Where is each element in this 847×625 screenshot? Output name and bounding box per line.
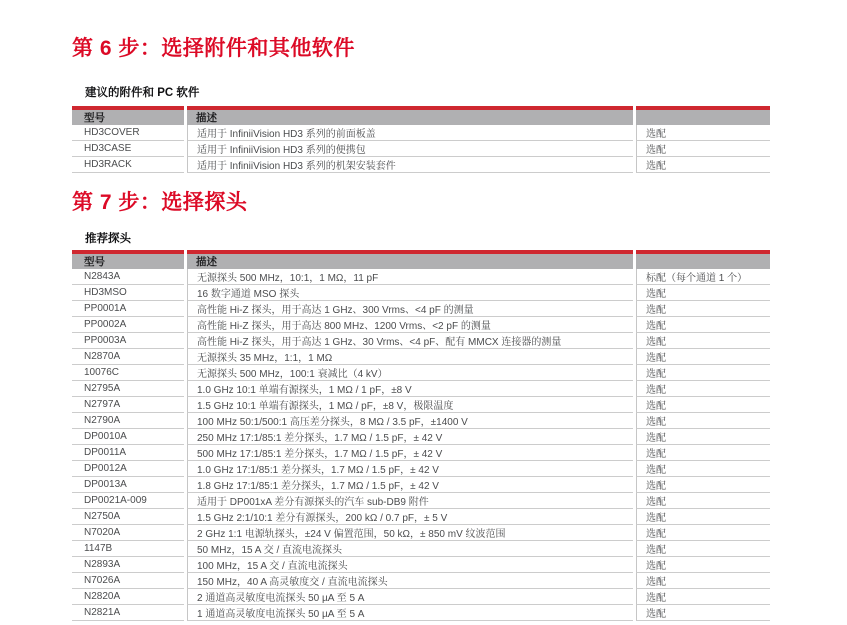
- column-header-availability: [636, 250, 770, 269]
- model-cell: N2750A: [72, 509, 184, 525]
- description-cell: 适用于 InfiniiVision HD3 系列的前面板盖: [187, 125, 633, 141]
- description-cell: 50 MHz，15 A 交 / 直流电流探头: [187, 541, 633, 557]
- availability-cell: 选配: [636, 125, 770, 141]
- description-cell: 高性能 Hi-Z 探头，用于高达 800 MHz、1200 Vrms、<2 pF 的测量: [187, 317, 633, 333]
- model-cell: HD3RACK: [72, 157, 184, 173]
- table-row: [72, 269, 770, 285]
- availability-cell: 选配: [636, 589, 770, 605]
- description-cell: 适用于 InfiniiVision HD3 系列的机架安装套件: [187, 157, 633, 173]
- availability-cell: 选配: [636, 509, 770, 525]
- description-cell: 高性能 Hi-Z 探头，用于高达 1 GHz、30 Vrms、<4 pF、配有 MMCX 连接器的测量: [187, 333, 633, 349]
- column-header-availability: [636, 106, 770, 125]
- column-header-model: 型号: [72, 106, 184, 125]
- description-cell: 100 MHz 50:1/500:1 高压差分探头，8 MΩ / 3.5 pF，±1400 V: [187, 413, 633, 429]
- table-row: [72, 573, 770, 589]
- model-cell: HD3COVER: [72, 125, 184, 141]
- column-header-model: 型号: [72, 250, 184, 269]
- table-row: [72, 445, 770, 461]
- table-row: [72, 509, 770, 525]
- model-cell: DP0010A: [72, 429, 184, 445]
- table-row: [72, 301, 770, 317]
- table-body: [72, 269, 770, 621]
- model-cell: N2843A: [72, 269, 184, 285]
- availability-cell: 选配: [636, 541, 770, 557]
- model-cell: HD3CASE: [72, 141, 184, 157]
- table-row: [72, 605, 770, 621]
- table-body: [72, 125, 770, 173]
- table-label-probes: 推荐探头: [85, 233, 131, 245]
- availability-cell: 选配: [636, 397, 770, 413]
- probes-table: [69, 250, 773, 621]
- availability-cell: 选配: [636, 333, 770, 349]
- description-cell: 1 通道高灵敏度电流探头 50 µA 至 5 A: [187, 605, 633, 621]
- table-row: [72, 365, 770, 381]
- table-row: [72, 541, 770, 557]
- table-label-accessories: 建议的附件和 PC 软件: [85, 87, 200, 99]
- availability-cell: 选配: [636, 605, 770, 621]
- description-cell: 高性能 Hi-Z 探头，用于高达 1 GHz、300 Vrms、<4 pF 的测量: [187, 301, 633, 317]
- section-step-6: [72, 36, 778, 173]
- model-cell: HD3MSO: [72, 285, 184, 301]
- availability-cell: 选配: [636, 365, 770, 381]
- model-cell: N2797A: [72, 397, 184, 413]
- table-row: [72, 477, 770, 493]
- description-cell: 2 GHz 1:1 电源轨探头，±24 V 偏置范围，50 kΩ，± 850 mV 纹波范围: [187, 525, 633, 541]
- table-row: [72, 333, 770, 349]
- model-cell: 10076C: [72, 365, 184, 381]
- description-cell: 100 MHz，15 A 交 / 直流电流探头: [187, 557, 633, 573]
- table-row: [72, 413, 770, 429]
- availability-cell: 选配: [636, 461, 770, 477]
- table-row: [72, 141, 770, 157]
- availability-cell: 选配: [636, 445, 770, 461]
- table-row: [72, 557, 770, 573]
- availability-cell: 选配: [636, 157, 770, 173]
- availability-cell: 选配: [636, 381, 770, 397]
- section-title-step-7: 第 7 步：选择探头: [72, 191, 248, 214]
- model-cell: N2820A: [72, 589, 184, 605]
- availability-cell: 选配: [636, 301, 770, 317]
- description-cell: 无源探头 500 MHz，100:1 衰减比（4 kV）: [187, 365, 633, 381]
- column-header-description: 描述: [187, 250, 633, 269]
- model-cell: DP0013A: [72, 477, 184, 493]
- model-cell: PP0003A: [72, 333, 184, 349]
- description-cell: 16 数字通道 MSO 探头: [187, 285, 633, 301]
- description-cell: 1.0 GHz 17:1/85:1 差分探头，1.7 MΩ / 1.5 pF，± 42 V: [187, 461, 633, 477]
- model-cell: 1147B: [72, 541, 184, 557]
- description-cell: 2 通道高灵敏度电流探头 50 µA 至 5 A: [187, 589, 633, 605]
- table-row: [72, 125, 770, 141]
- model-cell: N2870A: [72, 349, 184, 365]
- model-cell: PP0002A: [72, 317, 184, 333]
- description-cell: 无源探头 500 MHz，10:1，1 MΩ，11 pF: [187, 269, 633, 285]
- availability-cell: 选配: [636, 493, 770, 509]
- model-cell: N7026A: [72, 573, 184, 589]
- description-cell: 150 MHz，40 A 高灵敏度交 / 直流电流探头: [187, 573, 633, 589]
- table-row: [72, 317, 770, 333]
- availability-cell: 选配: [636, 413, 770, 429]
- model-cell: PP0001A: [72, 301, 184, 317]
- model-cell: N7020A: [72, 525, 184, 541]
- availability-cell: 选配: [636, 573, 770, 589]
- description-cell: 1.5 GHz 10:1 单端有源探头，1 MΩ / pF，±8 V，极限温度: [187, 397, 633, 413]
- availability-cell: 选配: [636, 477, 770, 493]
- table-row: [72, 589, 770, 605]
- availability-cell: 选配: [636, 557, 770, 573]
- description-cell: 500 MHz 17:1/85:1 差分探头，1.7 MΩ / 1.5 pF，± 42 V: [187, 445, 633, 461]
- table-row: [72, 157, 770, 173]
- availability-cell: 选配: [636, 349, 770, 365]
- section-title-step-6: 第 6 步：选择附件和其他软件: [72, 37, 355, 60]
- accessories-table: [69, 106, 773, 173]
- description-cell: 1.8 GHz 17:1/85:1 差分探头，1.7 MΩ / 1.5 pF，± 42 V: [187, 477, 633, 493]
- table-row: [72, 429, 770, 445]
- availability-cell: 选配: [636, 285, 770, 301]
- table-header: [72, 106, 770, 125]
- table-header: [72, 250, 770, 269]
- table-row: [72, 493, 770, 509]
- description-cell: 适用于 InfiniiVision HD3 系列的便携包: [187, 141, 633, 157]
- description-cell: 1.5 GHz 2:1/10:1 差分有源探头，200 kΩ / 0.7 pF，± 5 V: [187, 509, 633, 525]
- model-cell: N2795A: [72, 381, 184, 397]
- description-cell: 适用于 DP001xA 差分有源探头的汽车 sub-DB9 附件: [187, 493, 633, 509]
- availability-cell: 选配: [636, 141, 770, 157]
- model-cell: DP0011A: [72, 445, 184, 461]
- model-cell: N2821A: [72, 605, 184, 621]
- model-cell: N2893A: [72, 557, 184, 573]
- header-row: [72, 106, 770, 125]
- availability-cell: 选配: [636, 317, 770, 333]
- description-cell: 250 MHz 17:1/85:1 差分探头，1.7 MΩ / 1.5 pF，± 42 V: [187, 429, 633, 445]
- table-row: [72, 461, 770, 477]
- table-row: [72, 285, 770, 301]
- model-cell: DP0021A-009: [72, 493, 184, 509]
- availability-cell: 标配（每个通道 1 个）: [636, 269, 770, 285]
- table-row: [72, 349, 770, 365]
- table-row: [72, 525, 770, 541]
- header-row: [72, 250, 770, 269]
- table-row: [72, 381, 770, 397]
- description-cell: 无源探头 35 MHz，1:1，1 MΩ: [187, 349, 633, 365]
- table-row: [72, 397, 770, 413]
- section-step-7: [72, 190, 778, 621]
- description-cell: 1.0 GHz 10:1 单端有源探头，1 MΩ / 1 pF，±8 V: [187, 381, 633, 397]
- model-cell: DP0012A: [72, 461, 184, 477]
- model-cell: N2790A: [72, 413, 184, 429]
- column-header-description: 描述: [187, 106, 633, 125]
- availability-cell: 选配: [636, 525, 770, 541]
- availability-cell: 选配: [636, 429, 770, 445]
